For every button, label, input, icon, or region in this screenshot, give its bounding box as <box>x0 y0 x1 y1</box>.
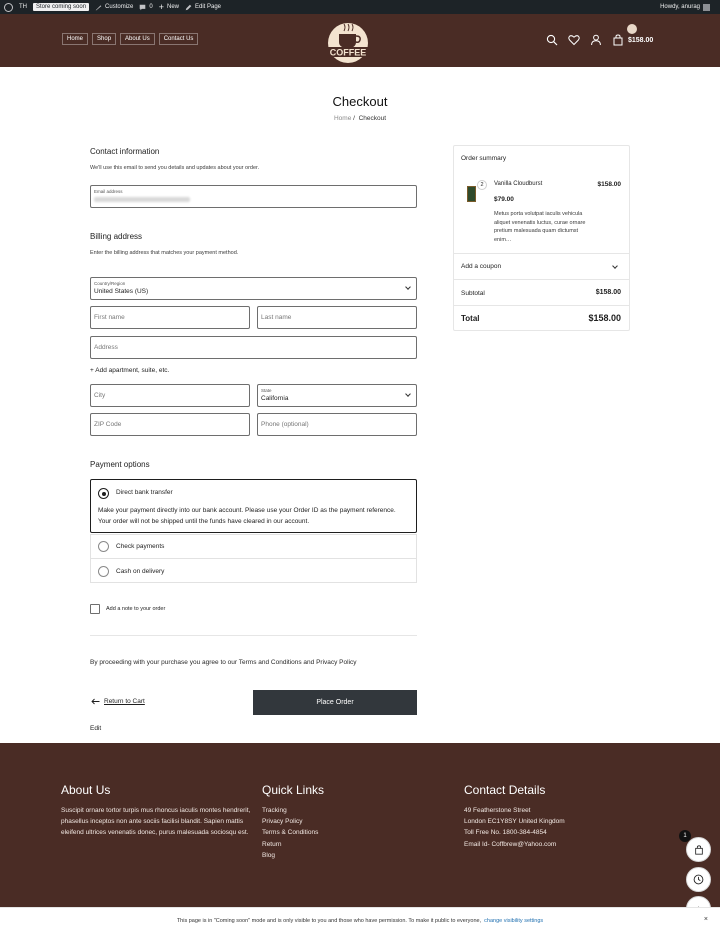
state-value: California <box>261 395 289 402</box>
header-cart-total[interactable]: $158.00 <box>628 36 654 44</box>
summary-divider <box>454 253 629 254</box>
nav-shop[interactable]: Shop <box>92 33 116 45</box>
payment-option-cod[interactable] <box>90 558 417 583</box>
subtotal-label: Subtotal <box>461 290 485 297</box>
quantity-badge: 2 <box>477 180 487 190</box>
howdy-label: Howdy, anurag <box>660 4 700 10</box>
site-footer <box>0 743 720 907</box>
payment-option-bank[interactable] <box>90 479 417 533</box>
comment-icon <box>139 4 146 11</box>
subtotal-value: $158.00 <box>595 289 621 296</box>
summary-divider <box>454 279 629 280</box>
order-note-checkbox[interactable] <box>90 604 100 614</box>
billing-desc: Enter the billing address that matches your payment method. <box>90 250 239 256</box>
admin-edit-page[interactable] <box>185 4 221 11</box>
heart-icon[interactable] <box>568 34 580 46</box>
wordpress-icon[interactable] <box>4 3 13 12</box>
total-label: Total <box>461 314 480 323</box>
footer-quick-links <box>262 783 422 861</box>
zip-input[interactable] <box>90 413 250 436</box>
footer-link-blog[interactable]: Blog <box>262 851 276 859</box>
nav-home[interactable]: Home <box>62 33 88 45</box>
floating-cart-button[interactable] <box>686 837 711 862</box>
first-name-placeholder: First name <box>94 314 125 321</box>
country-select[interactable] <box>90 277 417 300</box>
store-status-badge[interactable] <box>33 3 89 11</box>
admin-site-name[interactable]: TH <box>19 4 27 10</box>
cash-on-delivery-label: Cash on delivery <box>116 568 165 575</box>
footer-about-title: About Us <box>61 783 111 797</box>
last-name-placeholder: Last name <box>261 314 292 321</box>
new-label: New <box>166 4 179 10</box>
footer-link-terms[interactable]: Terms & Conditions <box>262 829 319 837</box>
total-value: $158.00 <box>588 313 621 323</box>
country-value: United States (US) <box>94 288 149 295</box>
order-note-label[interactable]: Add a note to your order <box>106 606 166 612</box>
close-icon[interactable]: × <box>703 916 708 923</box>
cart-bag-icon[interactable] <box>612 34 624 46</box>
chevron-down-icon[interactable] <box>612 263 618 269</box>
coming-soon-text: This page is in "Coming soon" mode and is only visible to you and those who have permission. To make it public to everyone, <box>176 917 482 924</box>
logo-subtext: SHOP <box>343 58 353 63</box>
admin-customize[interactable] <box>95 4 133 11</box>
product-line-total: $158.00 <box>597 181 621 188</box>
footer-phone: Toll Free No. 1800-384-4854 <box>464 829 547 837</box>
coming-soon-notice <box>0 907 720 933</box>
header-icons <box>546 34 653 46</box>
footer-contact <box>464 783 664 850</box>
page-title: Checkout <box>332 94 388 109</box>
floating-history-button[interactable] <box>686 867 711 892</box>
product-name: Vanilla Cloudburst <box>494 181 543 187</box>
product-thumbnail <box>467 186 476 202</box>
state-select[interactable] <box>257 384 417 407</box>
product-price: $79.00 <box>494 196 514 203</box>
chevron-down-icon <box>405 284 411 290</box>
clock-icon <box>693 874 704 885</box>
admin-account[interactable] <box>660 4 710 11</box>
city-input[interactable] <box>90 384 250 407</box>
billing-title: Billing address <box>90 232 143 241</box>
address-placeholder: Address <box>94 344 118 351</box>
footer-links-title: Quick Links <box>262 783 325 797</box>
edit-page-label: Edit Page <box>195 4 222 10</box>
main-nav <box>62 33 202 45</box>
check-payments-label: Check payments <box>116 543 165 550</box>
return-to-cart-label: Return to Cart <box>104 698 145 705</box>
email-value-redacted <box>94 197 190 202</box>
payment-title: Payment options <box>90 460 150 469</box>
brush-icon <box>95 4 102 11</box>
search-icon[interactable] <box>546 34 558 46</box>
footer-address-street: 49 Featherstone Street <box>464 807 531 814</box>
comment-count: 0 <box>149 4 153 10</box>
footer-about-text: Suscipit ornare tortor turpis mus rhoncus iaculis montes hendrerit, phasellus inceptos non ante sociis facilisi blandit. Sapien mattis eleifend ultrices venenatis donec, purus malesuada sociosqu est. <box>61 807 251 836</box>
footer-contact-title: Contact Details <box>464 783 546 797</box>
product-description: Metus porta volutpat iaculis vehicula aliquet venenatis luctus, curae ornare pretium malesuada quam dictumst enim… <box>494 211 586 243</box>
coffee-shop-logo[interactable] <box>322 14 374 66</box>
radio-bank-transfer[interactable] <box>98 488 109 499</box>
nav-contact[interactable]: Contact Us <box>159 33 199 45</box>
visibility-settings-link[interactable]: change visibility settings <box>484 917 544 924</box>
bank-transfer-desc: Make your payment directly into our bank account. Please use your Order ID as the payment reference. Your order will not be shipped until the funds have cleared in our account. <box>98 507 396 525</box>
arrow-left-icon <box>91 698 100 705</box>
state-label: State <box>261 388 272 393</box>
city-placeholder: City <box>94 392 106 399</box>
plus-icon: + <box>158 2 164 12</box>
return-to-cart-link[interactable] <box>91 698 145 705</box>
cart-indicator-dot <box>627 24 637 34</box>
footer-link-return[interactable]: Return <box>262 840 282 848</box>
summary-divider <box>454 305 629 306</box>
footer-about <box>61 783 251 838</box>
phone-input[interactable] <box>257 413 417 436</box>
floating-cart-count: 1 <box>679 830 691 842</box>
breadcrumb-home[interactable]: Home <box>333 115 352 122</box>
footer-link-tracking[interactable]: Tracking <box>262 807 287 814</box>
email-label: Email address <box>94 189 123 194</box>
cart-bag-icon <box>694 845 704 855</box>
contact-desc: We'll use this email to send you details and updates about your order. <box>90 165 260 171</box>
order-summary <box>453 145 630 331</box>
site-header <box>0 14 720 67</box>
pencil-icon <box>185 4 192 11</box>
contact-title: Contact information <box>90 147 160 156</box>
payment-option-check[interactable] <box>90 534 417 559</box>
address-input[interactable] <box>90 336 417 359</box>
last-name-input[interactable] <box>257 306 417 329</box>
terms-text: By proceeding with your purchase you agree to our Terms and Conditions and Privacy Policy <box>90 659 357 666</box>
customize-label: Customize <box>105 4 134 10</box>
edit-link[interactable]: Edit <box>90 725 102 732</box>
admin-new[interactable] <box>159 4 179 10</box>
zip-placeholder: ZIP Code <box>94 421 122 428</box>
footer-link-privacy[interactable]: Privacy Policy <box>262 818 303 826</box>
breadcrumb <box>0 115 720 122</box>
bank-transfer-label: Direct bank transfer <box>116 489 173 496</box>
user-icon[interactable] <box>590 34 602 46</box>
footer-email[interactable]: Email Id- Coffbrew@Yahoo.com <box>464 840 557 848</box>
nav-about[interactable]: About Us <box>120 33 155 45</box>
email-field[interactable] <box>90 185 417 208</box>
radio-check-payments[interactable] <box>98 541 109 552</box>
admin-comments[interactable] <box>139 4 152 11</box>
order-summary-title: Order summary <box>461 155 507 162</box>
breadcrumb-separator: / <box>353 115 355 122</box>
avatar <box>703 4 710 11</box>
place-order-button[interactable]: Place Order <box>253 690 417 715</box>
add-coupon-toggle[interactable]: Add a coupon <box>461 263 502 270</box>
footer-address-city: London EC1Y8SY United Kingdom <box>464 818 565 826</box>
divider <box>90 635 417 636</box>
phone-placeholder: Phone (optional) <box>261 421 309 428</box>
store-badge-label: Store coming soon <box>33 3 89 11</box>
breadcrumb-current: Checkout <box>358 115 387 122</box>
chevron-down-icon <box>405 391 411 397</box>
logo-text: COFFEE <box>329 47 367 58</box>
radio-cash-on-delivery[interactable] <box>98 566 109 577</box>
admin-bar <box>0 0 720 14</box>
add-apartment-link[interactable]: + Add apartment, suite, etc. <box>90 367 170 374</box>
country-label: Country/Region <box>94 281 126 286</box>
first-name-input[interactable] <box>90 306 250 329</box>
